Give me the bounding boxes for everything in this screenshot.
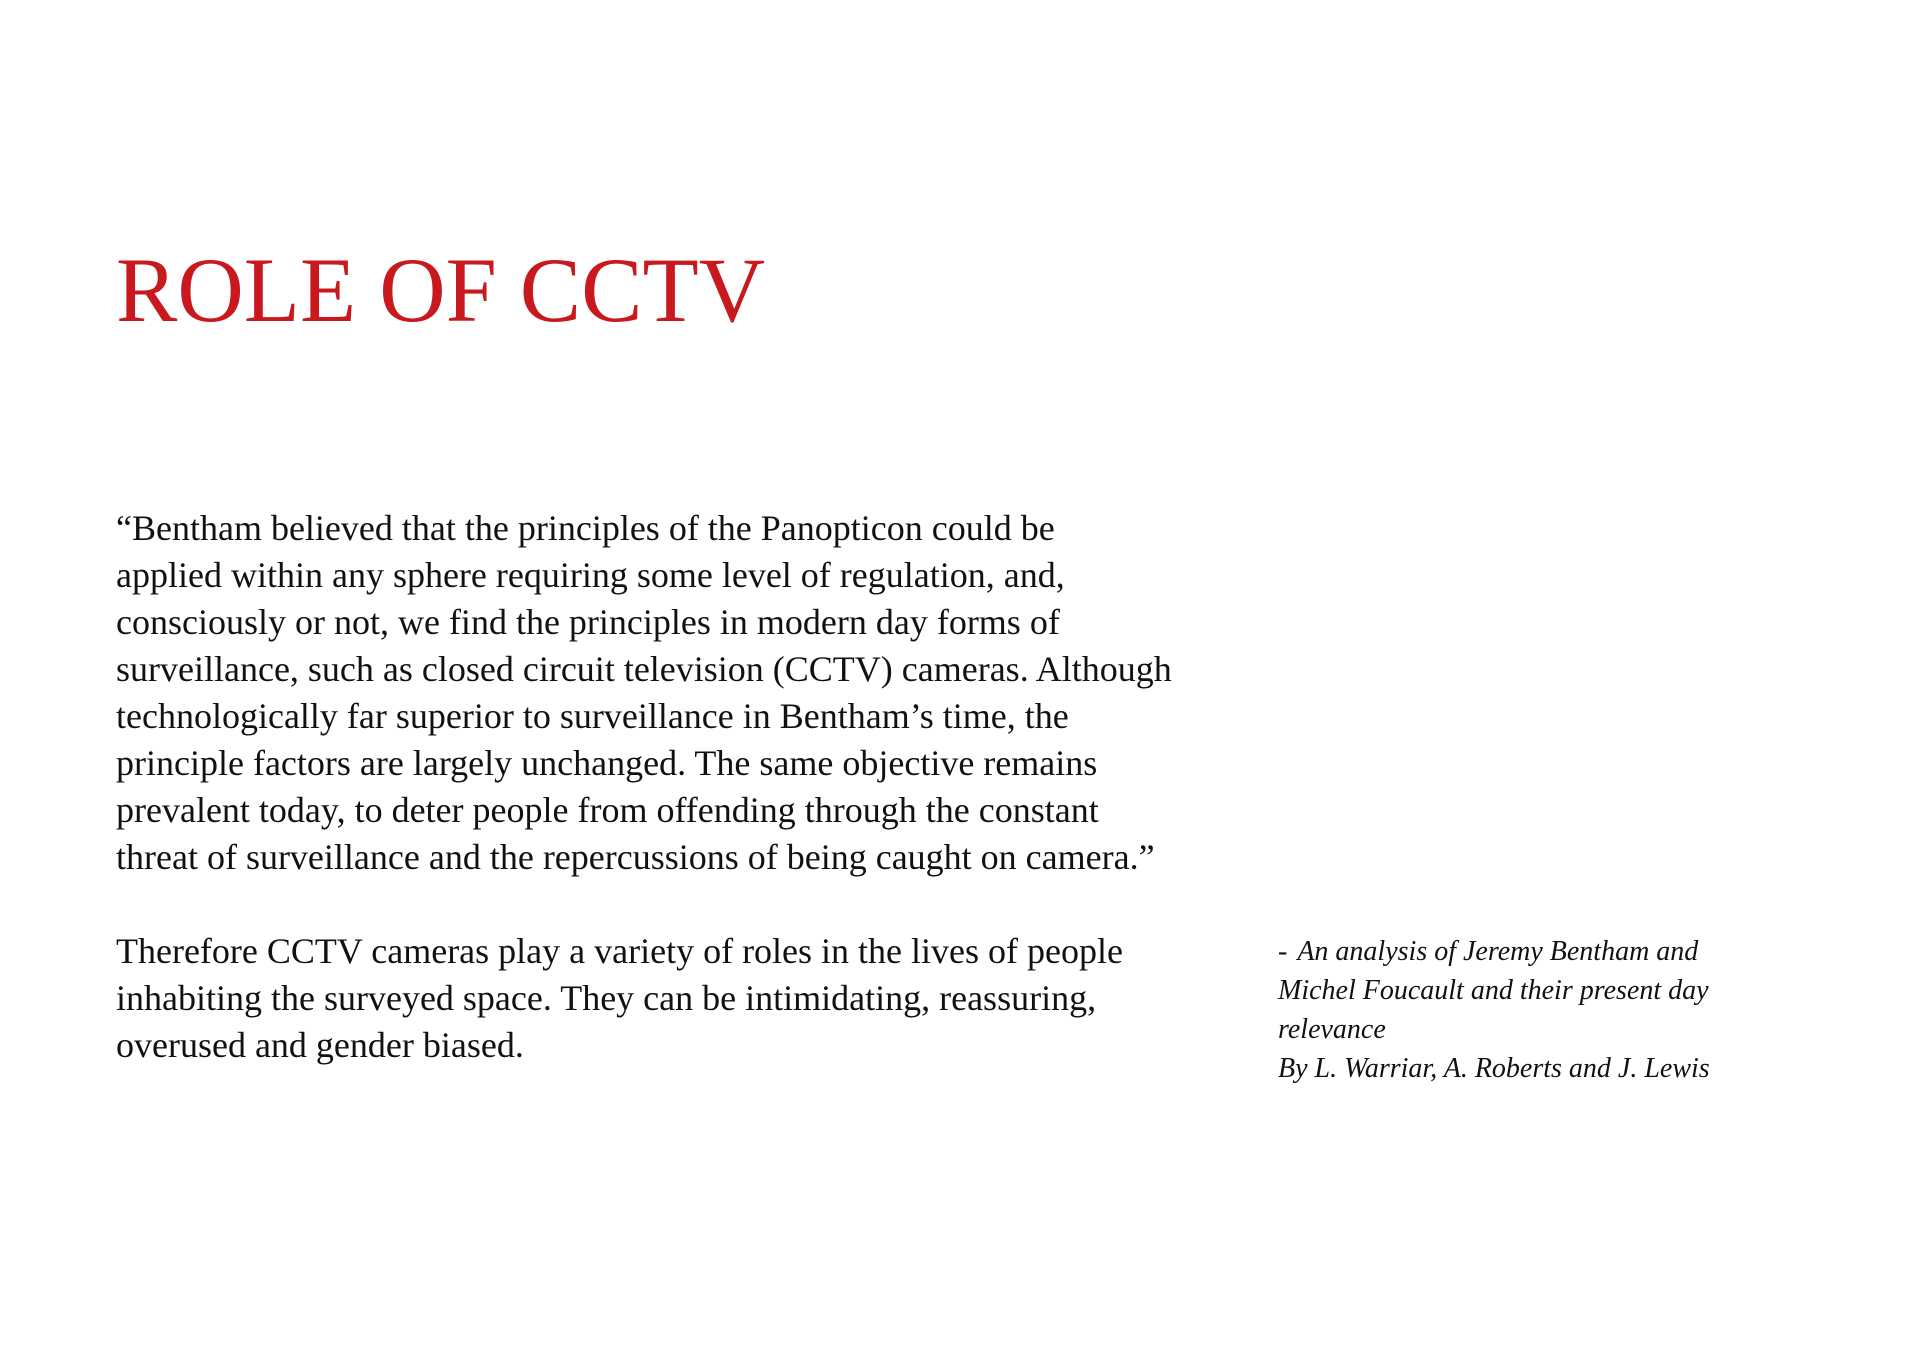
citation-line [1278, 932, 1838, 971]
quote-line: consciously or not, we find the principles in modern day forms of [116, 602, 1060, 642]
quote-line: technologically far superior to surveillance in Bentham’s time, the [116, 696, 1069, 736]
citation-authors: By L. Warriar, A. Roberts and J. Lewis [1278, 1053, 1710, 1084]
quote-line: prevalent today, to deter people from offending through the constant [116, 790, 1099, 830]
citation-title-part: An analysis of Jeremy Bentham and [1297, 936, 1699, 967]
quote-line: applied within any sphere requiring some level of regulation, and, [116, 555, 1065, 595]
citation-block [1278, 932, 1838, 1088]
summary-line: Therefore CCTV cameras play a variety of roles in the lives of people [116, 931, 1123, 971]
summary-paragraph [116, 928, 1246, 1069]
quote-line: surveillance, such as closed circuit television (CCTV) cameras. Although [116, 649, 1172, 689]
page-title: ROLE OF CCTV [116, 239, 766, 341]
quote-line: “Bentham believed that the principles of the Panopticon could be [116, 508, 1055, 548]
summary-line: overused and gender biased. [116, 1025, 524, 1065]
quote-paragraph [116, 505, 1246, 881]
citation-dash: - [1278, 936, 1288, 967]
quote-line: threat of surveillance and the repercussions of being caught on camera.” [116, 837, 1155, 877]
citation-line: Michel Foucault and their present day [1278, 975, 1709, 1006]
citation-line: relevance [1278, 1014, 1386, 1045]
summary-line: inhabiting the surveyed space. They can be intimidating, reassuring, [116, 978, 1097, 1018]
quote-line: principle factors are largely unchanged. The same objective remains [116, 743, 1098, 783]
